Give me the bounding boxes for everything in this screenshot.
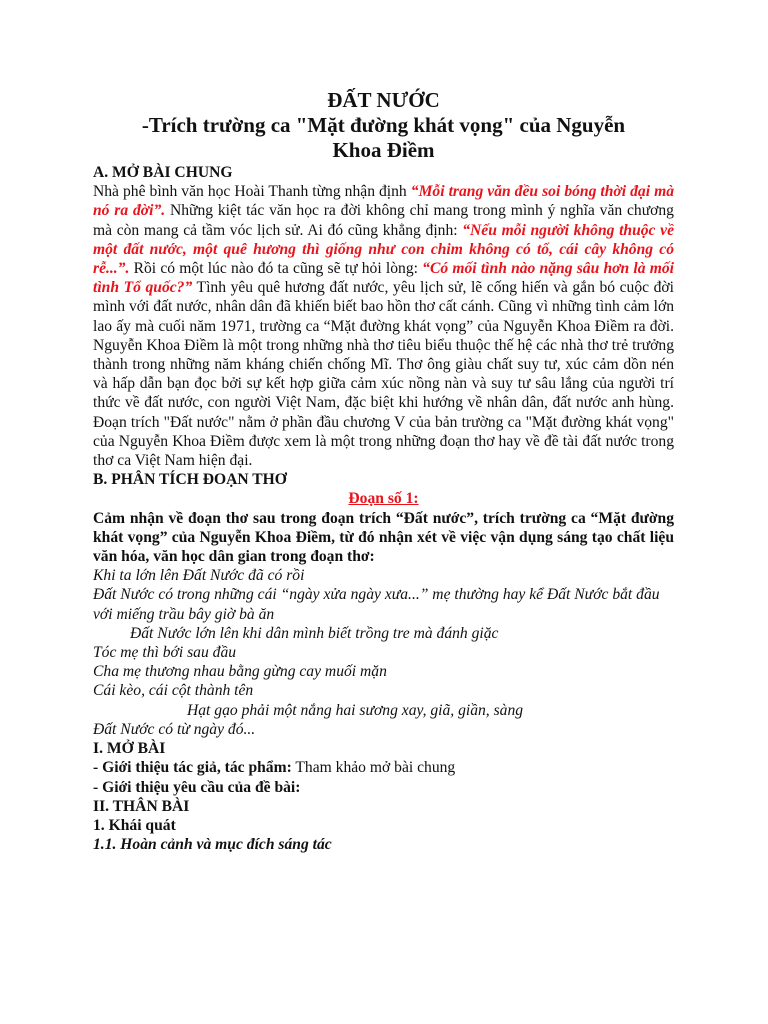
outline-intro-task: - Giới thiệu yêu cầu của đề bài: bbox=[93, 778, 301, 796]
quote-to-quoc: “Có mối tình nào nặng sâu hơn là mối tình Tổ quốc?” bbox=[93, 260, 674, 297]
para-text-3: Rồi có một lúc nào đó ta cũng sẽ tự hỏi lòng: bbox=[129, 260, 423, 278]
poem-line: Khi ta lớn lên Đất Nước đã có rồi bbox=[93, 567, 305, 585]
quote-dat-nuoc: “Nếu mỗi người không thuộc về một đất nước, một quê hương thì giống như con chim không có tổ, cái cây không có rễ...”. bbox=[93, 221, 674, 278]
poem-excerpt bbox=[93, 566, 674, 739]
poem-line: Đất Nước có từ ngày đó... bbox=[93, 720, 256, 738]
quote-hoai-thanh: “Mỗi trang văn đều soi bóng thời đại mà nó ra đời”. bbox=[93, 183, 675, 220]
outline-intro-author-label: - Giới thiệu tác giả, tác phẩm: bbox=[93, 759, 292, 777]
outline-intro-author bbox=[93, 758, 674, 777]
para-text-2: Những kiệt tác văn học ra đời không chỉ mang trong mình ý nghĩa văn chương mà còn mang cả tầm vóc lịch sử. Ai đó cũng khẳng định: bbox=[93, 202, 674, 239]
outline-intro-author-text: Tham khảo mở bài chung bbox=[291, 759, 456, 777]
outline-hoan-canh: 1.1. Hoàn cảnh và mục đích sáng tác bbox=[93, 836, 332, 854]
task-prompt: Cảm nhận về đoạn thơ sau trong đoạn trích “Đất nước”, trích trường ca “Mặt đường khát vọng” của Nguyễn Khoa Điềm, từ đó nhận xét về việc vận dụng sáng tạo chất liệu văn hóa, văn học dân gian trong đoạn thơ: bbox=[93, 509, 674, 566]
poem-line: Hạt gạo phải một nắng hai sương xay, giã, giần, sàng bbox=[187, 701, 524, 719]
title-line-2: -Trích trường ca "Mặt đường khát vọng" của Nguyễn bbox=[141, 113, 626, 137]
title-line-3: Khoa Điềm bbox=[332, 138, 435, 162]
outline-than-bai: II. THÂN BÀI bbox=[93, 797, 190, 815]
document-page bbox=[93, 88, 674, 854]
poem-line: Tóc mẹ thì bới sau đầu bbox=[93, 644, 237, 662]
poem-line: Đất Nước lớn lên khi dân mình biết trồng tre mà đánh giặc bbox=[130, 624, 499, 642]
section-a-paragraph bbox=[93, 182, 674, 470]
title-line-1: ĐẤT NƯỚC bbox=[327, 88, 440, 112]
document-title bbox=[93, 88, 674, 163]
section-a-heading: A. MỞ BÀI CHUNG bbox=[93, 164, 233, 181]
section-b-heading: B. PHÂN TÍCH ĐOẠN THƠ bbox=[93, 471, 287, 489]
para-text-1: Nhà phê bình văn học Hoài Thanh từng nhận định bbox=[93, 183, 411, 201]
poem-line: Đất Nước có trong những cái “ngày xửa ngày xưa...” mẹ thường hay kể Đất Nước bắt đầu với miếng trầu bây giờ bà ăn bbox=[93, 586, 660, 623]
doan-so-1-heading: Đoạn số 1: bbox=[348, 490, 419, 508]
para-text-4: Tình yêu quê hương đất nước, yêu lịch sử, lẽ cống hiến và gắn bó cuộc đời mình với đất nước, nhân dân đã khiến biết bao hồn thơ cất cánh. Cũng vì những tình cảm lớn lao ấy mà cuối năm 1971, trường ca “Mặt đường khát vọng” của Nguyễn Khoa Điềm ra đời. Nguyễn Khoa Điềm là một trong những nhà thơ tiêu biểu thuộc thế hệ các nhà thơ trẻ trưởng thành trong những năm kháng chiến chống Mĩ. Thơ ông giàu chất suy tư, xúc cảm dồn nén và hấp dẫn bạn đọc bởi sự kết hợp giữa cảm xúc nồng nàn và suy tư sâu lắng của người trí thức về đất nước, con người Việt Nam, đặc biệt khi hướng về nhân dân, đất nước anh hùng. Đoạn trích "Đất nước" nằm ở phần đầu chương V của bản trường ca "Mặt đường khát vọng" của Nguyễn Khoa Điềm được xem là một trong những đoạn thơ hay về đề tài đất nước trong thơ ca Việt Nam hiện đại. bbox=[93, 279, 674, 470]
outline-khai-quat: 1. Khái quát bbox=[93, 816, 176, 834]
outline-mo-bai: I. MỞ BÀI bbox=[93, 740, 166, 758]
poem-line: Cái kèo, cái cột thành tên bbox=[93, 682, 254, 700]
poem-line: Cha mẹ thương nhau bằng gừng cay muối mặn bbox=[93, 663, 387, 681]
